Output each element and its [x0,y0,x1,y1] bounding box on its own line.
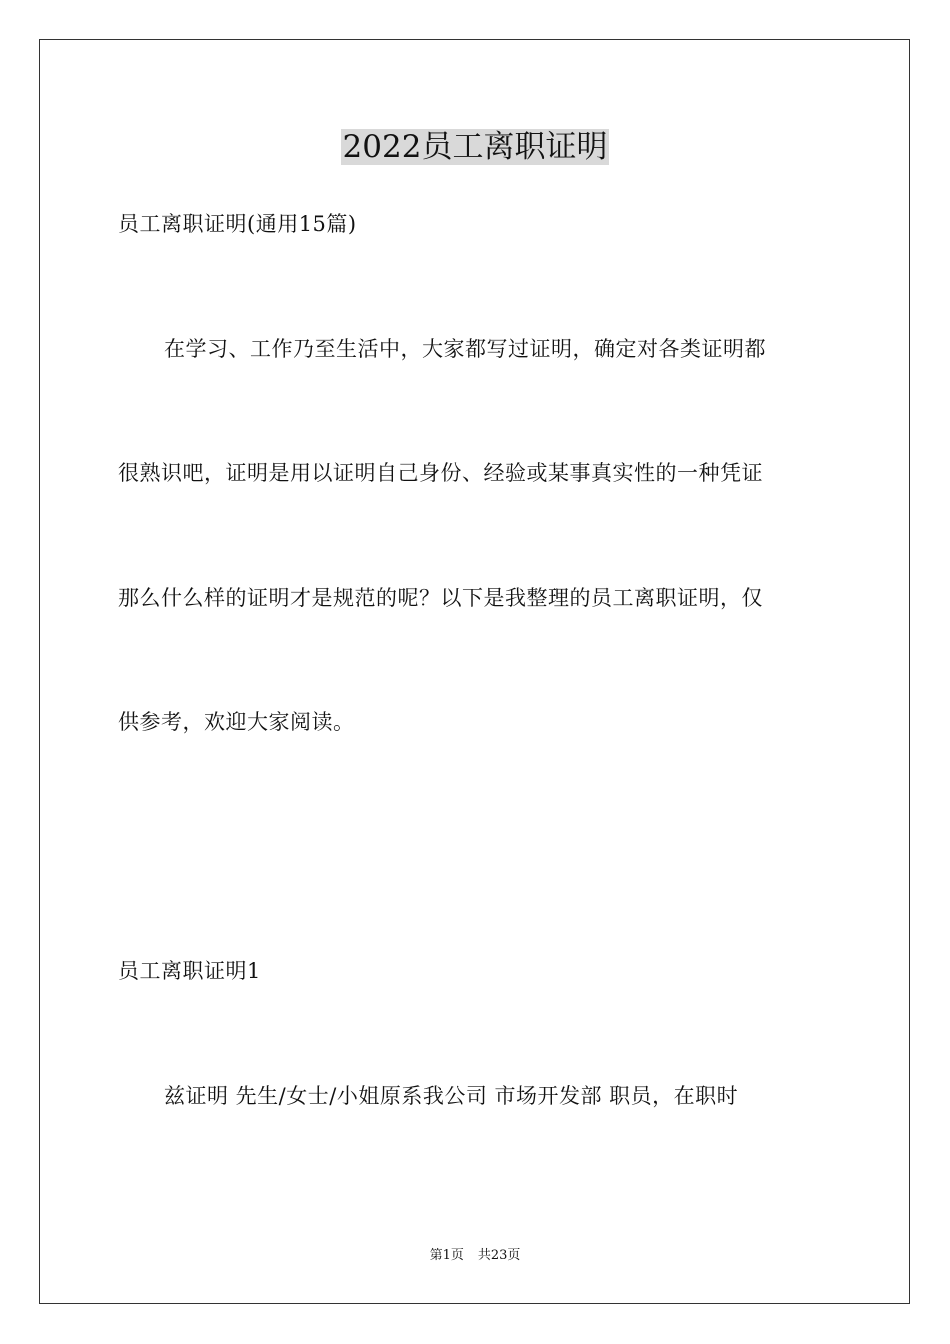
page-total: 共23页 [477,1248,521,1263]
section-paragraph-line: 兹证明 先生/女士/小姐原系我公司 市场开发部 职员，在职时 [164,1084,739,1108]
document-subtitle: 员工离职证明(通用15篇) [118,212,357,236]
page-number: 第1页 [429,1248,464,1263]
intro-paragraph-line: 供参考，欢迎大家阅读。 [118,710,355,734]
intro-paragraph-line: 那么什么样的证明才是规范的呢？以下是我整理的员工离职证明，仅 [118,586,763,610]
section-heading: 员工离职证明1 [118,959,261,983]
page-footer [0,1247,950,1265]
intro-paragraph-line: 很熟识吧，证明是用以证明自己身份、经验或某事真实性的一种凭证 [118,461,763,485]
title-text: 2022员工离职证明 [342,129,608,165]
intro-paragraph-line: 在学习、工作乃至生活中，大家都写过证明，确定对各类证明都 [164,337,766,361]
document-title [0,126,950,168]
